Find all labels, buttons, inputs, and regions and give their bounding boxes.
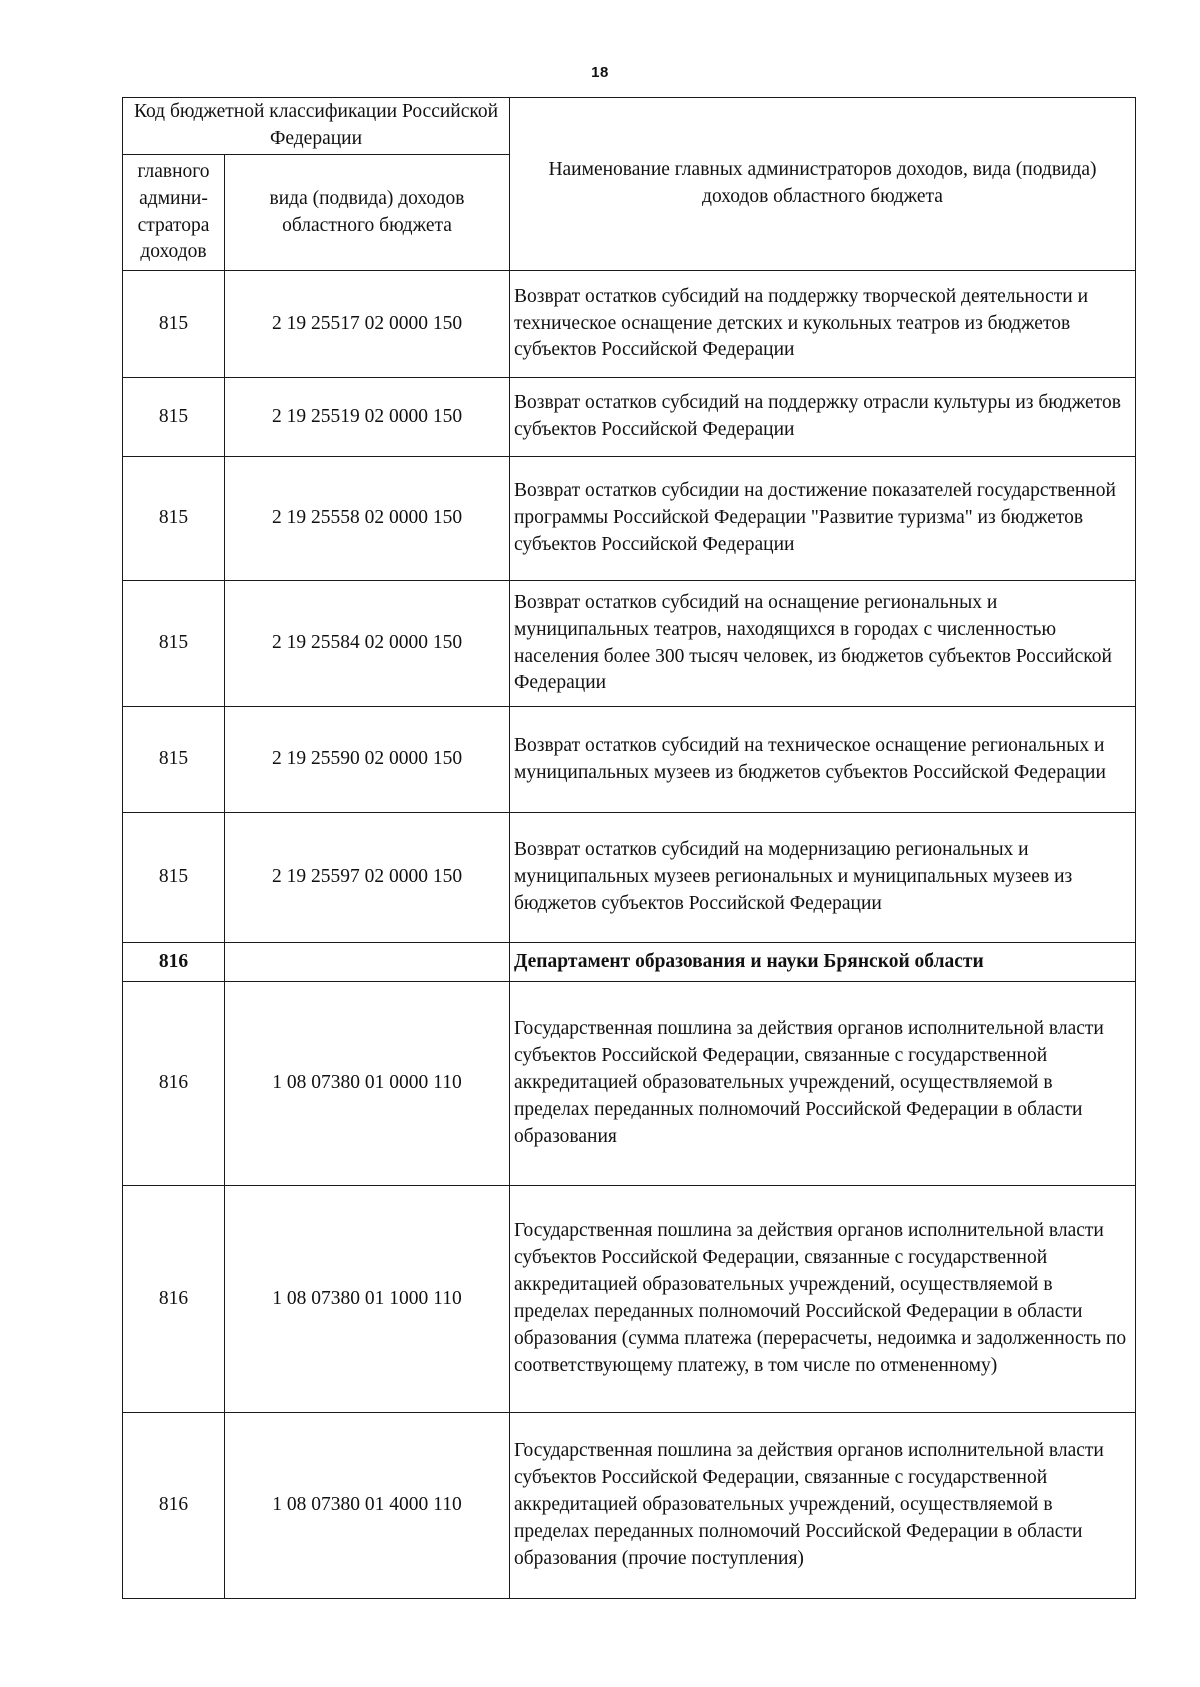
admin-code-cell: 815 (123, 813, 225, 943)
table-row (123, 271, 1136, 378)
table-row (123, 982, 1136, 1186)
income-code-cell: 2 19 25590 02 0000 150 (225, 707, 510, 813)
income-name-cell: Возврат остатков субсидий на модернизацию региональных и муниципальных музеев региональных и муниципальных музеев из бюджетов субъектов Российской Федерации (510, 813, 1136, 943)
admin-code-cell: 816 (123, 1186, 225, 1413)
page-number: 18 (591, 64, 609, 81)
department-name-cell: Департамент образования и науки Брянской области (510, 943, 1136, 982)
income-name-cell: Возврат остатков субсидий на поддержку творческой деятельности и техническое оснащение детских и кукольных театров из бюджетов субъектов Российской Федерации (510, 271, 1136, 378)
table-row (123, 1186, 1136, 1413)
admin-code-cell: 815 (123, 707, 225, 813)
income-name-cell: Государственная пошлина за действия органов исполнительной власти субъектов Российской Федерации, связанные с государственной аккредитацией образовательных учреждений, осуществляемой в пределах переданных полномочий Российской Федерации в области образования (прочие поступления) (510, 1413, 1136, 1599)
income-name-cell: Возврат остатков субсидии на достижение показателей государственной программы Российской Федерации "Развитие туризма" из бюджетов субъектов Российской Федерации (510, 457, 1136, 581)
department-row (123, 943, 1136, 982)
income-name-cell: Возврат остатков субсидий на поддержку отрасли культуры из бюджетов субъектов Российской Федерации (510, 378, 1136, 457)
admin-code-cell: 815 (123, 457, 225, 581)
admin-code-cell: 815 (123, 581, 225, 707)
admin-code-cell: 815 (123, 271, 225, 378)
income-code-cell: 2 19 25519 02 0000 150 (225, 378, 510, 457)
income-code-cell: 2 19 25517 02 0000 150 (225, 271, 510, 378)
income-code-cell: 1 08 07380 01 4000 110 (225, 1413, 510, 1599)
table-row (123, 581, 1136, 707)
income-name-cell: Возврат остатков субсидий на техническое оснащение региональных и муниципальных музеев из бюджетов субъектов Российской Федерации (510, 707, 1136, 813)
admin-code-cell: 816 (123, 1413, 225, 1599)
table-row (123, 378, 1136, 457)
income-code-cell: 1 08 07380 01 0000 110 (225, 982, 510, 1186)
table-row (123, 813, 1136, 943)
income-code-cell: 2 19 25584 02 0000 150 (225, 581, 510, 707)
admin-code-cell: 815 (123, 378, 225, 457)
table-row (123, 707, 1136, 813)
header-row-group (123, 98, 1136, 155)
table-row (123, 1413, 1136, 1599)
income-code-cell (225, 943, 510, 982)
income-name-cell: Государственная пошлина за действия органов исполнительной власти субъектов Российской Федерации, связанные с государственной аккредитацией образовательных учреждений, осуществляемой в пределах переданных полномочий Российской Федерации в области образования (510, 982, 1136, 1186)
table-row (123, 457, 1136, 581)
admin-code-cell: 816 (123, 982, 225, 1186)
income-code-cell: 2 19 25597 02 0000 150 (225, 813, 510, 943)
budget-classification-table (122, 97, 1136, 1599)
header-group-title: Код бюджетной классификации Российской Федерации (123, 98, 510, 155)
income-code-cell: 2 19 25558 02 0000 150 (225, 457, 510, 581)
header-name-column: Наименование главных администраторов доходов, вида (подвида) доходов областного бюджета (510, 98, 1136, 271)
header-code-column: вида (подвида) доходов областного бюджета (225, 155, 510, 271)
admin-code-cell: 816 (123, 943, 225, 982)
income-name-cell: Государственная пошлина за действия органов исполнительной власти субъектов Российской Федерации, связанные с государственной аккредитацией образовательных учреждений, осуществляемой в пределах переданных полномочий Российской Федерации в области образования (сумма платежа (перерасчеты, недоимка и задолженность по соответствующему платежу, в том числе по отмененному) (510, 1186, 1136, 1413)
header-admin-column: главного админи-стратора доходов (123, 155, 225, 271)
income-code-cell: 1 08 07380 01 1000 110 (225, 1186, 510, 1413)
income-name-cell: Возврат остатков субсидий на оснащение региональных и муниципальных театров, находящихся в городах с численностью населения более 300 тысяч человек, из бюджетов субъектов Российской Федерации (510, 581, 1136, 707)
